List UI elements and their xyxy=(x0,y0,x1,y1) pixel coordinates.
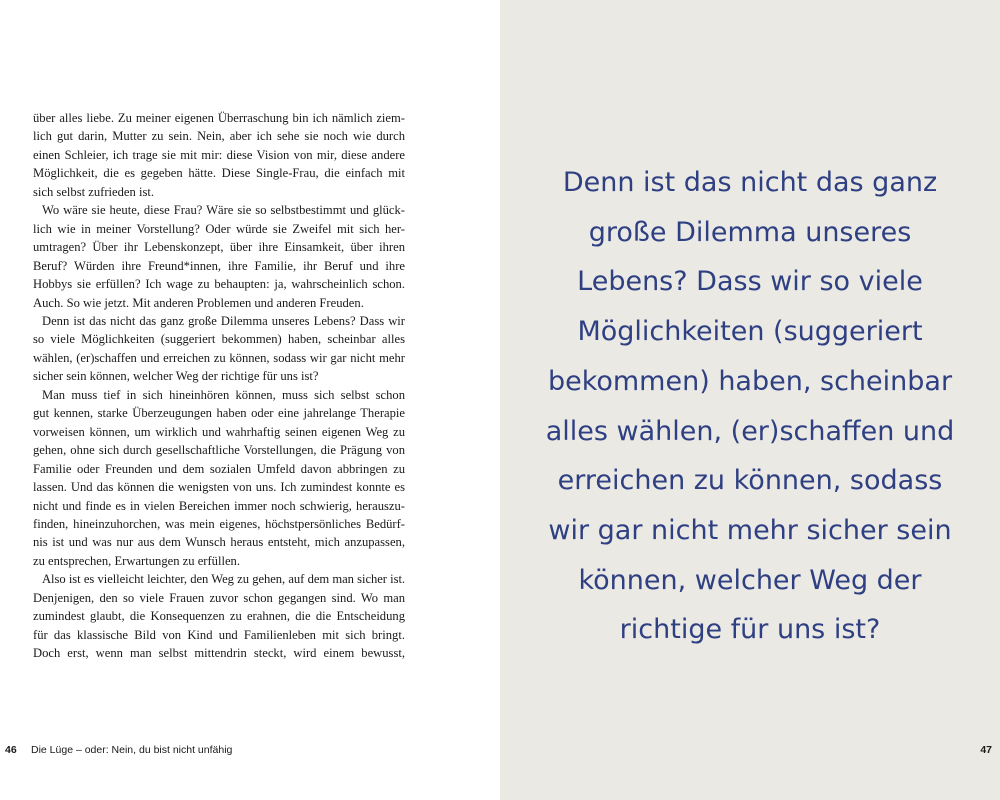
text-line: so viele Möglichkeiten (suggeriert bekommen) haben, scheinbar alles xyxy=(33,332,405,347)
left-footer xyxy=(0,744,500,760)
text-line: lich gut darin, Mutter zu sein. Nein, aber ich sehe sie noch wie durch xyxy=(33,129,405,144)
text-line: Denn ist das nicht das ganz große Dilemma unseres Lebens? Dass wir xyxy=(42,313,405,328)
text-line: über alles liebe. Zu meiner eigenen Überraschung bin ich nämlich ziem- xyxy=(33,111,405,125)
text-line: gut kennen, starke Überzeugungen haben oder eine jahrelange Therapie xyxy=(33,406,405,421)
page-number-right: 47 xyxy=(980,744,992,756)
text-line: Denjenigen, den so viele Frauen zuvor schon gegangen sind. Wo man xyxy=(33,590,405,605)
text-line: einen Schleier, ich trage sie mit mir: diese Vision von mir, diese andere xyxy=(33,147,405,162)
pull-quote-line: Denn ist das nicht das ganz xyxy=(562,167,938,198)
text-line: Auch. So wie jetzt. Mit anderen Problemen und anderen Freuden. xyxy=(33,295,364,310)
text-line: gehen, ohne sich durch gesellschaftliche Vorstellungen, die Prägung von xyxy=(33,443,405,458)
pull-quote-line: erreichen zu können, sodass xyxy=(557,465,943,497)
text-line: Man muss tief in sich hineinhören können, muss sich selbst schon xyxy=(42,387,405,402)
text-line: nis ist und was nur aus dem Wunsch heraus entsteht, mich anzupassen, xyxy=(33,535,405,550)
pull-quote-line: können, welcher Weg der xyxy=(578,564,922,596)
text-line: vorweisen können, um wirklich und wahrhaftig seinen eigenen Weg zu xyxy=(33,424,405,439)
text-line: sich selbst zufrieden ist. xyxy=(33,184,155,199)
pull-quote-line: alles wählen, (er)schaffen und xyxy=(545,415,955,447)
pull-quote xyxy=(500,158,1000,655)
pull-quote-line: wir gar nicht mehr sicher sein xyxy=(548,514,952,546)
text-line: Beruf? Würden ihre Freund*innen, ihre Familie, ihr Beruf und ihre xyxy=(33,258,405,273)
text-line: Doch erst, wenn man selbst mittendrin steckt, wird einem bewusst, xyxy=(33,646,405,661)
body-text xyxy=(33,109,405,663)
pull-quote-line: bekommen) haben, scheinbar xyxy=(547,365,953,397)
text-line: lassen. Und das können die wenigsten von uns. Ich zumindest konnte es xyxy=(33,480,405,495)
pull-quote-line: Möglichkeiten (suggeriert xyxy=(577,316,923,348)
text-line: zumindest glaubt, die Konsequenzen zu erahnen, die die Entscheidung xyxy=(33,609,405,624)
right-page xyxy=(500,0,1000,800)
running-head: Die Lüge – oder: Nein, du bist nicht unfähig xyxy=(31,744,233,756)
text-line: nicht und finde es in vielen Bereichen immer noch schwierig, herauszu- xyxy=(33,498,405,513)
text-line: sicher sein können, welcher Weg der richtige für uns ist? xyxy=(33,369,319,384)
text-line: zu entsprechen, Erwartungen zu erfüllen. xyxy=(33,553,241,568)
page-number-left: 46 xyxy=(5,744,17,756)
pull-quote-line: richtige für uns ist? xyxy=(619,614,881,646)
pull-quote-line: große Dilemma unseres xyxy=(588,216,912,248)
text-line: Wo wäre sie heute, diese Frau? Wäre sie so selbstbestimmt und glück- xyxy=(42,203,405,218)
text-line: Also ist es vielleicht leichter, den Weg zu gehen, auf dem man sicher ist. xyxy=(42,572,405,587)
text-line: wählen, (er)schaffen und erreichen zu können, sodass wir gar nicht mehr xyxy=(33,350,405,365)
text-line: lich wie in meiner Vorstellung? Oder würde sie Zweifel mit sich her- xyxy=(33,221,405,236)
text-line: umtragen? Über ihr Lebenskonzept, über ihre Einsamkeit, über ihren xyxy=(33,240,405,255)
text-line: finden, hineinzuhorchen, was mein eigenes, höchstpersönliches Bedürf- xyxy=(33,516,405,531)
text-line: Möglichkeit, die es gegeben hätte. Diese Single-Frau, die einfach mit xyxy=(33,166,405,181)
pull-quote-line: Lebens? Dass wir so viele xyxy=(577,266,923,298)
text-line: für das klassische Bild von Kind und Familienleben mit sich bringt. xyxy=(33,627,405,642)
text-line: Familie oder Freunden und dem sozialen Umfeld davon abbringen zu xyxy=(33,461,405,476)
text-line: Hobbys sie erfüllen? Ich wage zu behaupten: ja, wahrscheinlich schon. xyxy=(33,277,405,292)
